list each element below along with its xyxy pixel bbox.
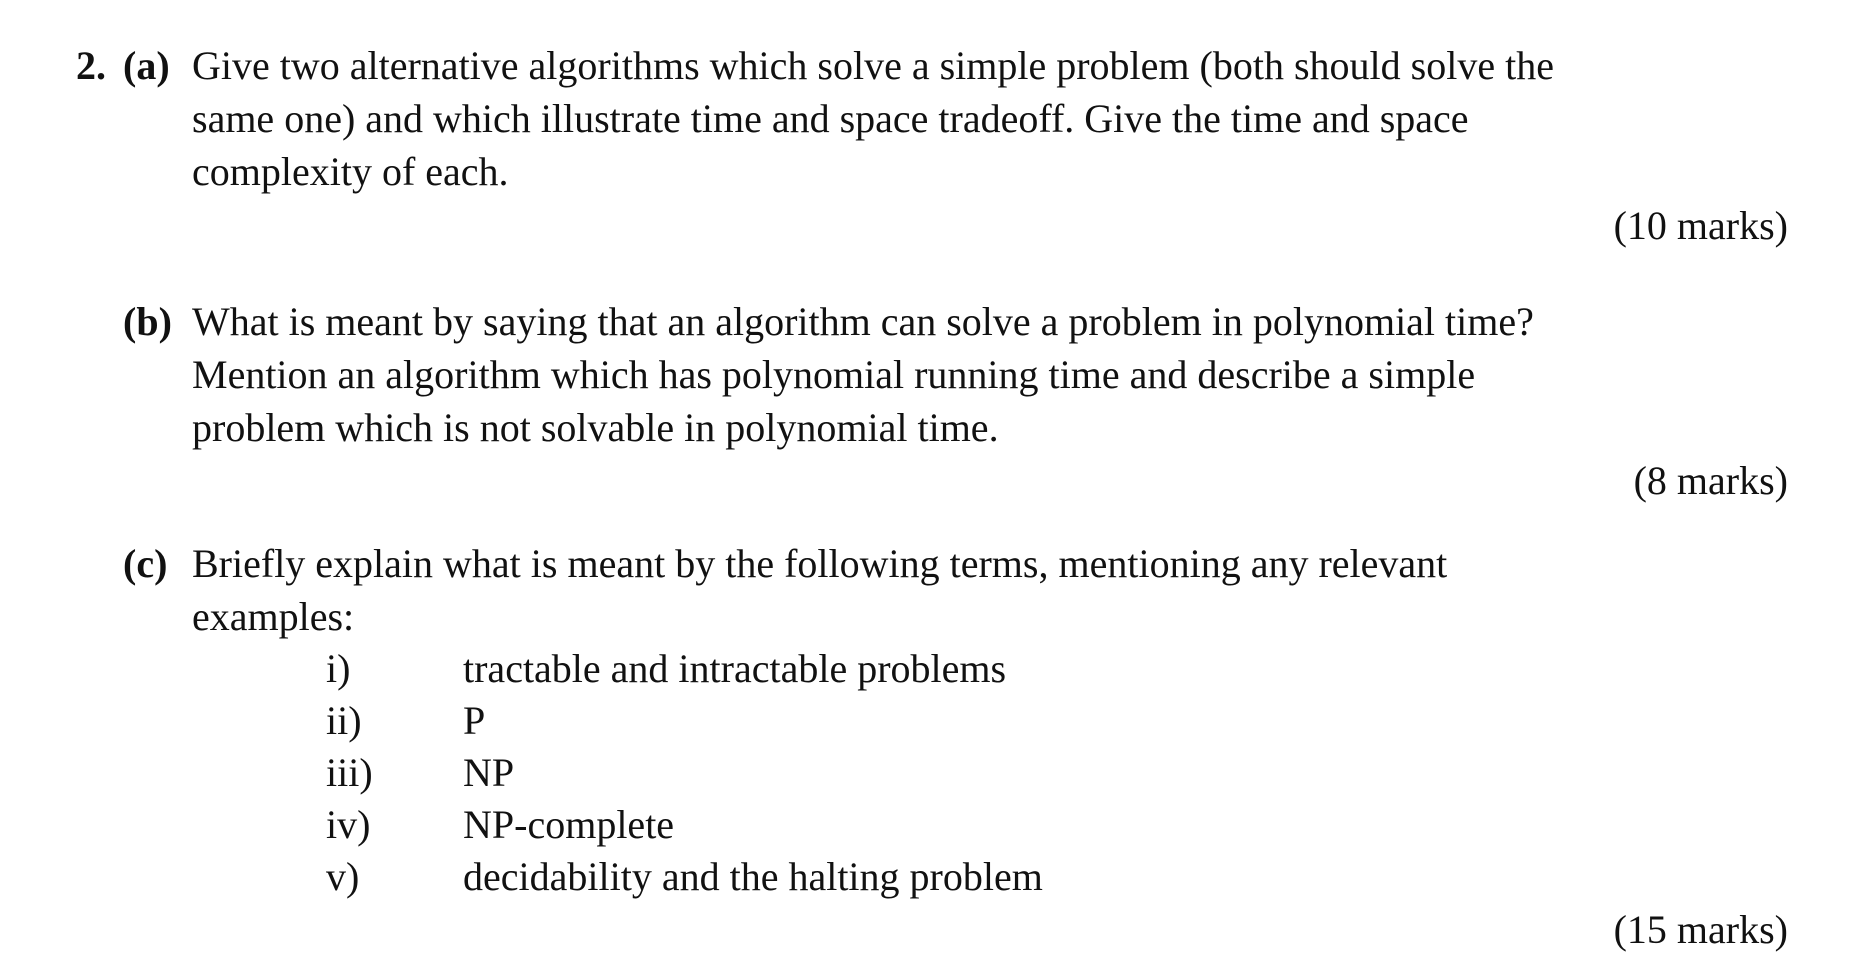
list-item-text: NP: [463, 750, 515, 795]
list-item-number: iii): [326, 750, 373, 795]
list-item-text: decidability and the halting problem: [463, 854, 1043, 899]
part-b-line-3: problem which is not solvable in polynomial time.: [192, 405, 999, 450]
list-item-number: iv): [326, 802, 371, 847]
list-item-text: P: [463, 698, 486, 743]
part-b-line-1: What is meant by saying that an algorithm can solve a problem in polynomial time?: [192, 299, 1534, 344]
part-a-line-3: complexity of each.: [192, 149, 509, 194]
part-a-line-2: same one) and which illustrate time and space tradeoff. Give the time and space: [192, 96, 1469, 141]
part-c-marks: (15 marks): [1613, 907, 1788, 952]
part-c-line-1: Briefly explain what is meant by the following terms, mentioning any relevant: [192, 541, 1448, 586]
list-item-number: i): [326, 646, 351, 691]
list-item-number: ii): [326, 698, 362, 743]
part-a-marks: (10 marks): [1613, 203, 1788, 248]
question-number: 2.: [76, 43, 106, 88]
list-item-number: v): [326, 854, 360, 899]
part-c-line-2: examples:: [192, 594, 355, 639]
part-c-label: (c): [123, 541, 168, 586]
part-a-label: (a): [123, 43, 170, 88]
part-b-label: (b): [123, 299, 172, 344]
part-a-line-1: Give two alternative algorithms which solve a simple problem (both should solve the: [192, 43, 1554, 88]
part-b-line-2: Mention an algorithm which has polynomial running time and describe a simple: [192, 352, 1476, 397]
list-item-text: tractable and intractable problems: [463, 646, 1007, 691]
part-b-marks: (8 marks): [1633, 458, 1788, 503]
list-item-text: NP-complete: [463, 802, 675, 847]
